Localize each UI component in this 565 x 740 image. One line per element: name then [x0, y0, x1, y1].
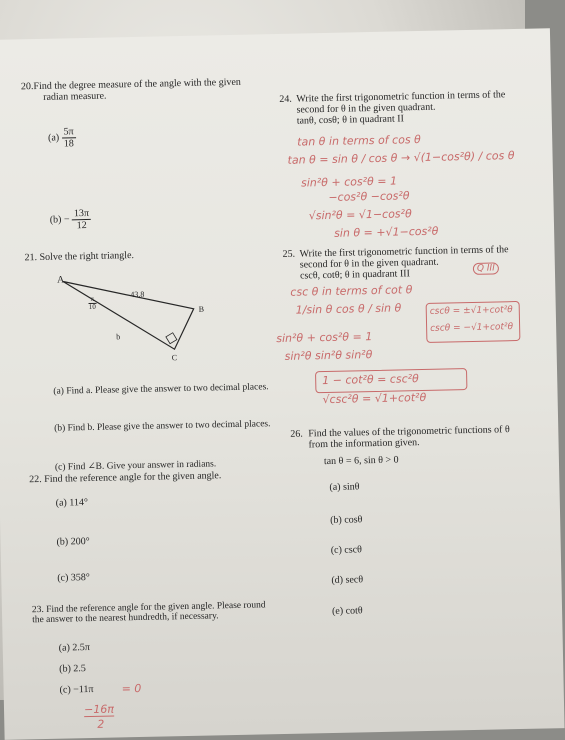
q25-heading: Write the first trigonometric function in terms of the second for θ in the given quadrant.: [299, 244, 509, 271]
q25-hw-line6: √csc²θ = √1+cot²θ: [322, 390, 427, 407]
q25-hw-box-line2: cscθ = −√1+cot²θ: [430, 322, 514, 334]
q24-hw-line2: tan θ = sin θ / cos θ → √(1−cos²θ) / cos θ: [287, 149, 515, 167]
q20a-label: (a): [47, 132, 60, 144]
q26a: (a) sinθ: [329, 481, 360, 493]
q20a-den: 18: [63, 138, 74, 150]
q20b-num: 13π: [72, 208, 91, 220]
q24-hw-line6: sin θ = +√1−cos²θ: [333, 224, 439, 240]
q23-hw-numerator: −16π: [83, 702, 115, 717]
q20-heading: 20.Find the degree measure of the angle with the given: [20, 76, 241, 93]
angle-num: π: [88, 296, 96, 304]
q26d: (d) secθ: [331, 574, 364, 586]
q25-hw-line5: 1 − cot²θ = csc²θ: [322, 372, 419, 388]
q22-heading: 22. Find the reference angle for the given angle.: [29, 470, 222, 486]
q26-number: 26.: [290, 428, 303, 440]
q23b: (b) 2.5: [59, 663, 86, 675]
q23c: (c) −11π: [59, 683, 94, 696]
q23-hw-denominator: 2: [97, 717, 105, 731]
angle-A-label: [88, 296, 96, 311]
q23-heading: 23. Find the reference angle for the given angle. Please round the answer to the nearest hundredth, if necessary.: [31, 600, 266, 626]
q25-hw-line3: sin²θ + cos²θ = 1: [276, 330, 373, 346]
q20b-den: 12: [76, 220, 87, 232]
q22c: (c) 358°: [57, 572, 91, 584]
q25-number: 25.: [282, 248, 296, 260]
vertex-C: C: [171, 353, 178, 363]
q23-hw-equals: = 0: [121, 681, 142, 696]
q20b-label: (b) −: [49, 214, 70, 226]
right-angle-mark: [166, 333, 177, 344]
q20a: [48, 126, 76, 150]
q21c: (c) Find ∠B. Give your answer in radians.: [54, 459, 217, 473]
right-triangle-figure: [53, 273, 215, 356]
vertex-B: B: [198, 304, 205, 314]
q22b: (b) 200°: [56, 536, 90, 548]
q26c: (c) cscθ: [330, 544, 363, 556]
q20-heading-cont: radian measure.: [43, 90, 107, 103]
q20b-fraction: [72, 208, 92, 231]
q20b: [50, 208, 92, 232]
q24-hw-line5: √sin²θ = √1−cos²θ: [308, 207, 412, 223]
q26-given: tan θ = 6, sin θ > 0: [323, 454, 399, 468]
angle-A-fraction: [88, 296, 96, 311]
side-b-label: b: [116, 332, 121, 342]
q20a-fraction: [61, 126, 76, 149]
q24-hw-line1: tan θ in terms of cos θ: [297, 133, 421, 149]
q21-heading: 21. Solve the right triangle.: [24, 250, 135, 264]
q20a-num: 5π: [61, 126, 75, 138]
q25-functions: cscθ, cotθ; θ in quadrant III: [299, 268, 410, 282]
q24-functions: tanθ, cosθ; θ in quadrant II: [296, 113, 404, 127]
q25-hw-quadrant: Q III: [473, 262, 499, 275]
q23a: (a) 2.5π: [58, 642, 91, 654]
q24-hw-line4: −cos²θ −cos²θ: [328, 189, 410, 204]
q21a: (a) Find a. Please give the answer to two decimal places.: [53, 382, 269, 397]
q25-hw-line4: sin²θ sin²θ sin²θ: [284, 348, 373, 363]
q25-hw-box-line1: cscθ = ±√1+cot²θ: [429, 305, 513, 317]
vertex-A: A: [56, 274, 65, 286]
worksheet-page: [0, 28, 565, 740]
q24-number: 24.: [279, 93, 292, 105]
q25-hw-line1: csc θ in terms of cot θ: [290, 283, 413, 299]
hypotenuse-length: 43.8: [130, 289, 145, 300]
q26e: (e) cotθ: [331, 605, 363, 617]
angle-den: 10: [88, 302, 96, 311]
q26-heading: Find the values of the trigonometric functions of θ from the information given.: [308, 424, 510, 451]
q22a: (a) 114°: [55, 497, 89, 509]
q24-heading: Write the first trigonometric function in terms of the second for θ in the given quadrant.: [296, 89, 506, 116]
q24-hw-line3: sin²θ + cos²θ = 1: [300, 174, 398, 190]
q21b: (b) Find b. Please give the answer to two decimal places.: [54, 419, 271, 434]
q26b: (b) cosθ: [330, 514, 363, 526]
q25-hw-line2: 1/sin θ cos θ / sin θ: [295, 301, 402, 317]
